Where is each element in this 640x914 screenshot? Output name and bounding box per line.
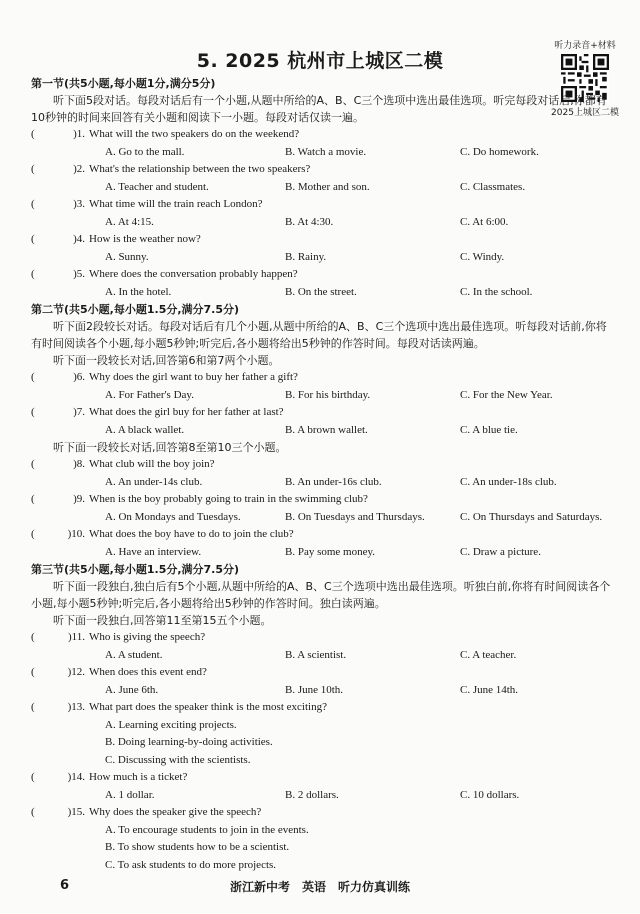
question-11 [31, 629, 611, 647]
answer-blank[interactable]: ( )1. [31, 128, 85, 140]
question-text: How is the weather now? [89, 233, 201, 245]
question-text: Who is giving the speech? [89, 631, 206, 643]
option-c: C. 10 dollars. [460, 788, 520, 801]
option-b: B. For his birthday. [285, 388, 371, 401]
section3-note: 听下面一段独白,回答第11至第15五个小题。 [53, 614, 272, 627]
option-c: C. An under-18s club. [460, 475, 557, 488]
answer-blank[interactable]: ( )8. [31, 458, 85, 470]
options-11 [31, 647, 611, 665]
option-c: C. Windy. [460, 250, 505, 263]
question-6 [31, 369, 611, 387]
option-b: B. At 4:30. [285, 215, 334, 228]
option-a: A. Sunny. [105, 250, 149, 263]
section1-heading: 第一节(共5小题,每小题1分,满分5分) [31, 77, 216, 90]
answer-blank[interactable]: ( )7. [31, 406, 85, 418]
answer-blank[interactable]: ( )13. [31, 701, 85, 713]
option-b: B. On the street. [285, 285, 357, 298]
question-13 [31, 699, 611, 717]
option-c: C. For the New Year. [460, 388, 553, 401]
option-c: C. A teacher. [460, 648, 517, 661]
options-2 [31, 179, 611, 197]
options-1 [31, 144, 611, 162]
option-a: A. On Mondays and Tuesdays. [105, 510, 241, 523]
exam-content [31, 75, 611, 874]
question-14 [31, 769, 611, 787]
question-text: When is the boy probably going to train in the swimming club? [89, 493, 368, 505]
option-c: C. To ask students to do more projects. [105, 858, 277, 871]
question-3 [31, 196, 611, 214]
section2-note-1: 听下面一段较长对话,回答第6和第7两个小题。 [53, 354, 280, 367]
option-a: A. Have an interview. [105, 545, 202, 558]
option-c: C. June 14th. [460, 683, 519, 696]
answer-blank[interactable]: ( )14. [31, 771, 85, 783]
qr-bottom-label: 2025上城区二模 [551, 108, 619, 118]
question-7 [31, 404, 611, 422]
option-b: B. Mother and son. [285, 180, 370, 193]
option-a: A. A black wallet. [105, 423, 185, 436]
option-b: B. A brown wallet. [285, 423, 368, 436]
question-text: What does the girl buy for her father at last? [89, 406, 284, 418]
option-a: A. An under-14s club. [105, 475, 203, 488]
option-a: A. 1 dollar. [105, 788, 155, 801]
option-b: B. June 10th. [285, 683, 344, 696]
answer-blank[interactable]: ( )11. [31, 631, 85, 643]
option-c: C. On Thursdays and Saturdays. [460, 510, 603, 523]
option-a: A. To encourage students to join in the events. [105, 823, 309, 836]
question-text: When does this event end? [89, 666, 207, 678]
option-c: C. In the school. [460, 285, 533, 298]
options-9 [31, 509, 611, 527]
section3-heading: 第三节(共5小题,每小题1.5分,满分7.5分) [31, 563, 240, 576]
question-1 [31, 126, 611, 144]
section1-instructions: 听下面5段对话。每段对话后有一个小题,从题中所给的A、B、C三个选项中选出最佳选项。听完每段对话后,你都有10秒钟的时间来回答有关小题和阅读下一小题。每段对话仅读一遍。 [31, 94, 607, 124]
answer-blank[interactable]: ( )6. [31, 371, 85, 383]
question-9 [31, 491, 611, 509]
section2-heading: 第二节(共5小题,每小题1.5分,满分7.5分) [31, 303, 240, 316]
question-text: Why does the speaker give the speech? [89, 806, 262, 818]
options-4 [31, 249, 611, 267]
section2-instructions: 听下面2段较长对话。每段对话后有几个小题,从题中所给的A、B、C三个选项中选出最佳选项。听每段对话前,你将有时间阅读各个小题,每小题5秒钟;听完后,各小题将给出5秒钟的作答时间。每段对话读两遍。 [31, 320, 607, 350]
answer-blank[interactable]: ( )5. [31, 268, 85, 280]
option-b: B. To show students how to be a scientist. [105, 841, 290, 853]
question-text: How much is a ticket? [89, 771, 188, 783]
question-text: Why does the girl want to buy her father a gift? [89, 371, 298, 383]
question-text: What time will the train reach London? [89, 198, 263, 210]
options-10 [31, 544, 611, 562]
answer-blank[interactable]: ( )10. [31, 528, 85, 540]
page-title: 5. 2025 杭州市上城区二模 [196, 50, 444, 72]
options-14 [31, 787, 611, 805]
answer-blank[interactable]: ( )9. [31, 493, 85, 505]
option-a: A. At 4:15. [105, 215, 154, 228]
option-b: B. On Tuesdays and Thursdays. [285, 510, 425, 523]
option-b: B. Watch a movie. [285, 145, 367, 158]
page-number: 6 [60, 878, 70, 893]
answer-blank[interactable]: ( )3. [31, 198, 85, 210]
question-text: What does the boy have to do to join the club? [89, 528, 294, 540]
question-text: What club will the boy join? [89, 458, 215, 470]
footer-text: 浙江新中考 英语 听力仿真训练 [229, 880, 410, 894]
question-8 [31, 456, 611, 474]
option-a: A. Learning exciting projects. [105, 718, 237, 731]
section2-note-2: 听下面一段较长对话,回答第8至第10三个小题。 [53, 441, 287, 454]
option-c: C. At 6:00. [460, 215, 509, 228]
option-c: C. Draw a picture. [460, 545, 541, 558]
option-a: A. For Father's Day. [105, 388, 194, 401]
question-text: What part does the speaker think is the most exciting? [89, 701, 327, 713]
option-c: C. Classmates. [460, 180, 526, 193]
option-b: B. An under-16s club. [285, 475, 382, 488]
question-10 [31, 526, 611, 544]
option-b: B. 2 dollars. [285, 788, 339, 801]
answer-blank[interactable]: ( )4. [31, 233, 85, 245]
option-a: A. June 6th. [105, 683, 159, 696]
option-c: C. A blue tie. [460, 423, 518, 436]
question-15 [31, 804, 611, 822]
question-text: What will the two speakers do on the weekend? [89, 128, 300, 140]
option-b: B. Doing learning-by-doing activities. [105, 736, 273, 748]
option-b: B. Pay some money. [285, 545, 376, 558]
option-b: B. Rainy. [285, 250, 327, 263]
option-a: A. Go to the mall. [105, 145, 185, 158]
options-6 [31, 387, 611, 405]
section3-instructions: 听下面一段独白,独白后有5个小题,从题中所给的A、B、C三个选项中选出最佳选项。听独白前,你将有时间阅读各个小题,每小题5秒钟;听完后,各小题将给出5秒钟的作答时间。独白读两遍。 [31, 580, 611, 610]
options-8 [31, 474, 611, 492]
question-5 [31, 266, 611, 284]
option-c: C. Do homework. [460, 145, 539, 158]
options-12 [31, 682, 611, 700]
options-7 [31, 422, 611, 440]
option-a: A. Teacher and student. [105, 180, 209, 193]
qr-top-label: 听力录音+材料 [554, 41, 616, 51]
answer-blank[interactable]: ( )2. [31, 163, 85, 175]
question-12 [31, 664, 611, 682]
question-text: Where does the conversation probably happen? [89, 268, 298, 280]
question-text: What's the relationship between the two speakers? [89, 163, 311, 175]
answer-blank[interactable]: ( )12. [31, 666, 85, 678]
options-3 [31, 214, 611, 232]
option-b: B. A scientist. [285, 648, 347, 661]
option-a: A. In the hotel. [105, 285, 172, 298]
options-5 [31, 284, 611, 302]
option-c: C. Discussing with the scientists. [105, 753, 251, 766]
option-a: A. A student. [105, 648, 163, 661]
answer-blank[interactable]: ( )15. [31, 806, 85, 818]
question-4 [31, 231, 611, 249]
question-2 [31, 161, 611, 179]
